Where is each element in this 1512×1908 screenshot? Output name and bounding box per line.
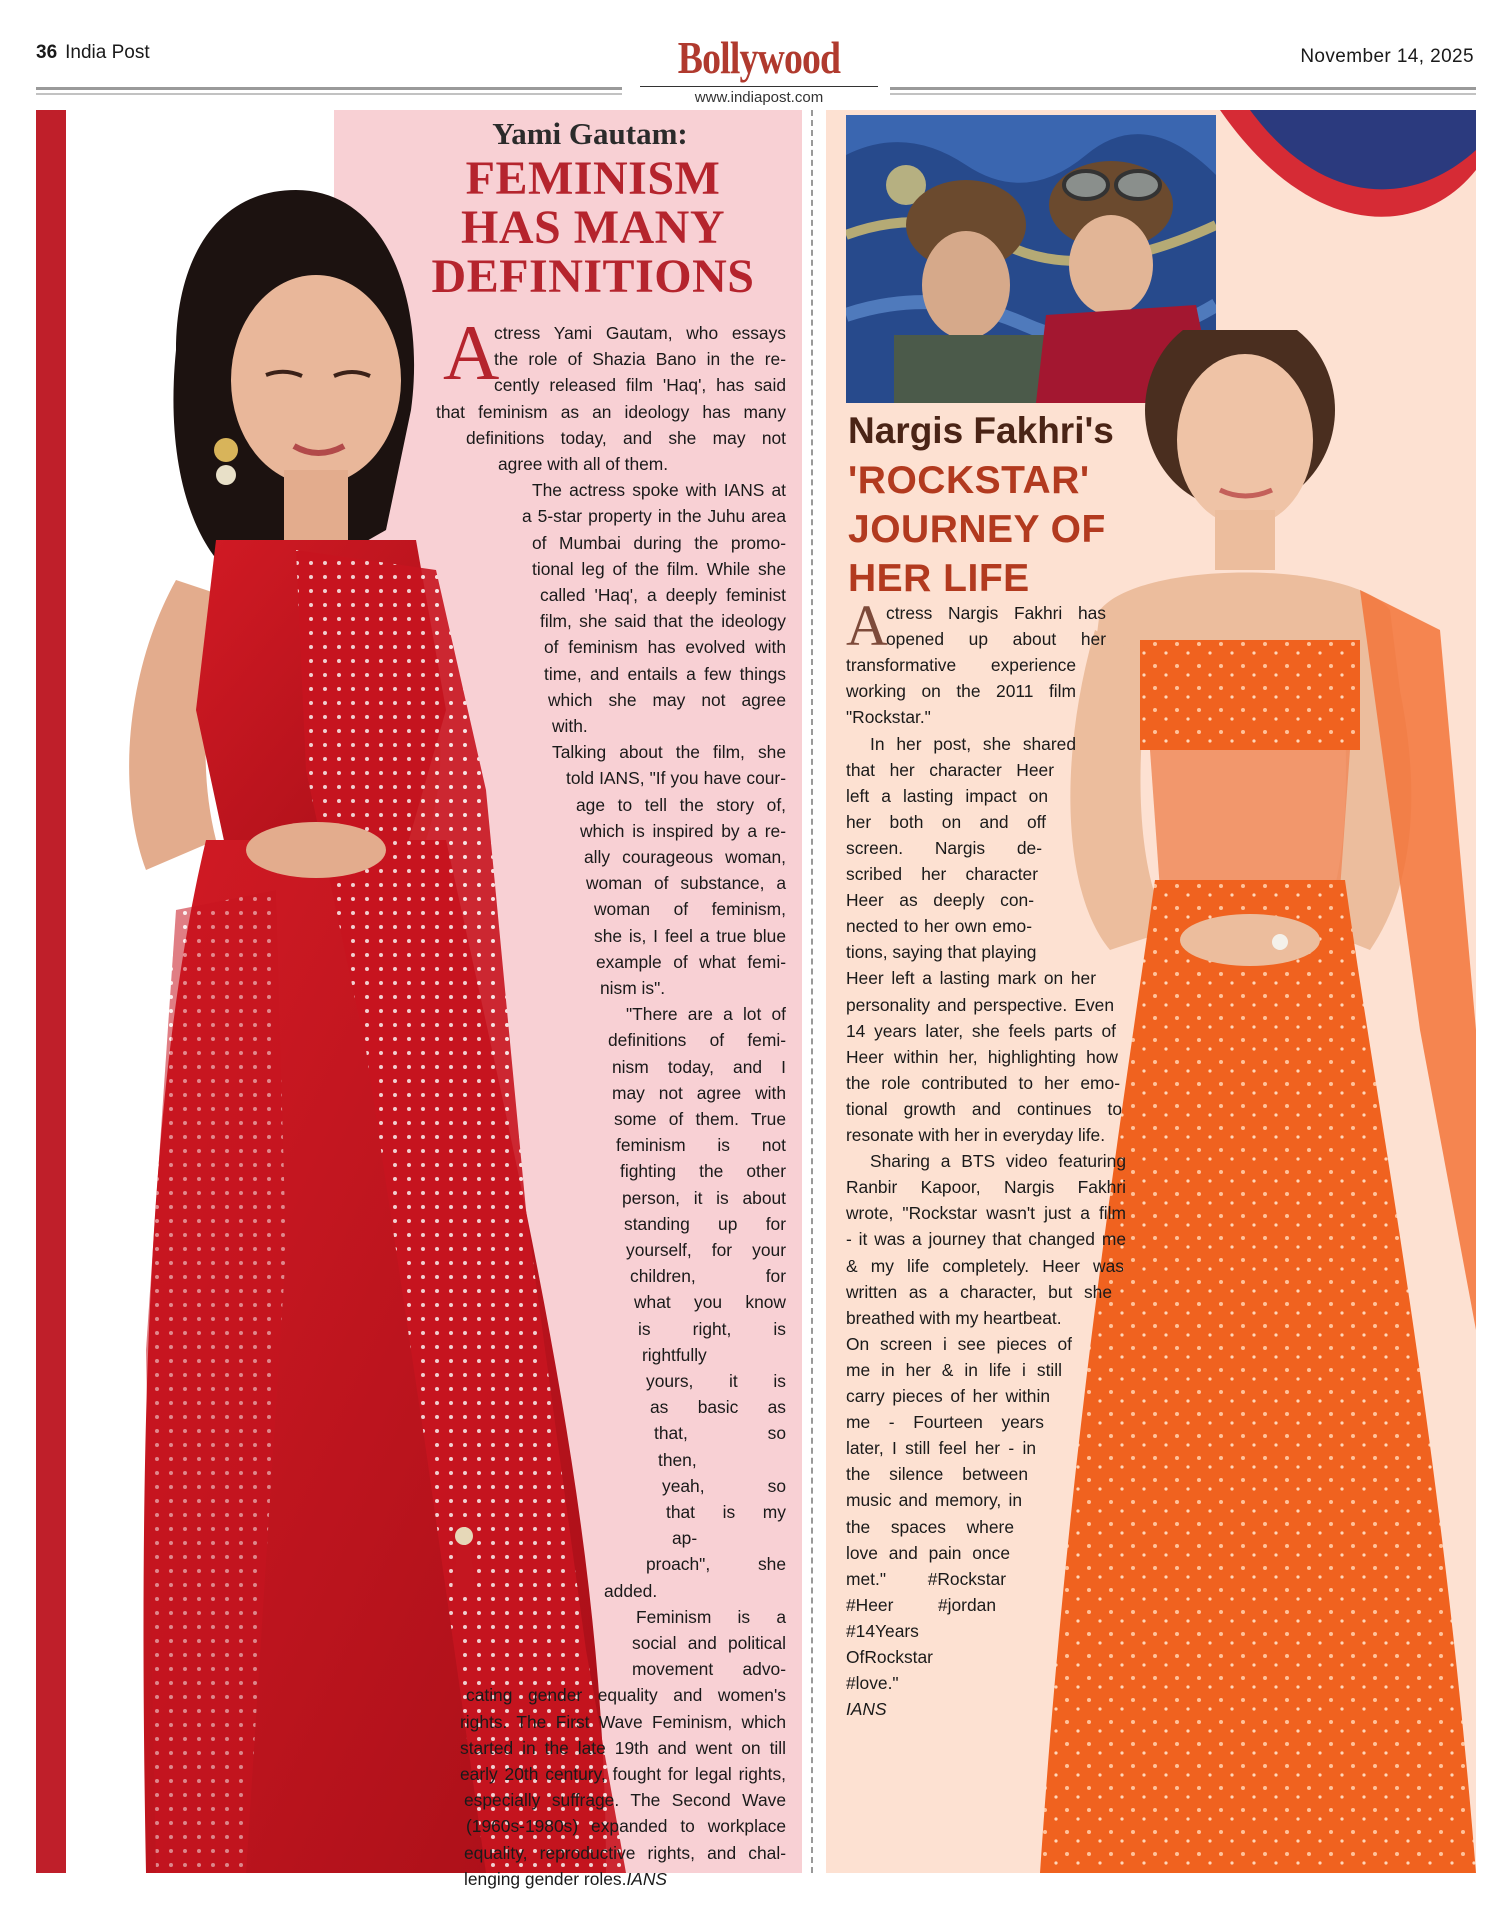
left-body-line: that feminism as an ideology has many [436,401,786,422]
right-body-line: #Heer #jordan [846,1594,996,1615]
right-body-line: breathed with my heartbeat. [846,1307,1062,1328]
right-body-line: her both on and off [846,811,1046,832]
left-body-line: added. [604,1580,658,1601]
right-body-line: later, I still feel her - in [846,1438,1036,1459]
left-body-line: equality, reproductive rights, and chal- [464,1842,786,1863]
left-kicker: Yami Gautam: [492,116,688,151]
right-body-line: carry pieces of her within [846,1386,1050,1406]
left-body-line: children, for [630,1266,786,1287]
right-body-line: the role contributed to her emo- [846,1072,1120,1093]
left-body-line: nism today, and I [612,1056,786,1077]
header-rule-left-thin [36,93,622,95]
right-body-line: me - Fourteen years [846,1412,1044,1433]
left-body-line: standing up for [624,1213,786,1234]
left-body-line: with. [552,716,588,736]
right-body-line: scribed her character [846,864,1038,884]
right-body-line: OfRockstar [846,1647,933,1667]
left-body-line: tional leg of the film. While she [532,558,786,579]
folio [36,42,150,64]
column-divider [811,110,813,1873]
left-credit: IANS [626,1868,668,1889]
right-body-line: personality and perspective. Even [846,994,1114,1015]
left-body-line: ally courageous woman, [584,847,786,867]
left-body-line: that is my [666,1502,786,1522]
page-number: 36 [36,42,58,63]
right-body-line: #14Years [846,1620,919,1641]
section-title: Bollywood [677,32,841,83]
right-body-line: love and pain once [846,1542,1010,1563]
right-body-line: the spaces where [846,1516,1014,1537]
right-body-line: Ranbir Kapoor, Nargis Fakhri [846,1177,1126,1198]
left-body-line: Feminism is a [636,1606,786,1627]
left-body-line: of feminism has evolved with [544,637,786,658]
right-body-line: left a lasting impact on [846,785,1048,806]
left-body-line: lenging gender roles.IANS [464,1868,668,1889]
right-body-line: ctress Nargis Fakhri has [886,603,1106,623]
right-body-line: written as a character, but she [846,1281,1112,1302]
right-body-line: #love." [846,1673,899,1694]
header-rule-right [890,87,1476,90]
left-body-line: the role of Shazia Bano in the re- [494,349,786,370]
left-body-line: is right, is [638,1318,786,1339]
left-body-line: then, [658,1449,697,1470]
left-headline-line: HAS MANY [461,201,725,254]
left-body-line: definitions today, and she may not [466,427,786,448]
left-body-line: called 'Haq', a deeply feminist [540,585,786,605]
left-body-line: example of what femi- [596,951,786,972]
right-body-line: Heer as deeply con- [846,890,1034,911]
right-body-line: working on the 2011 film [846,681,1076,702]
left-headline-line: DEFINITIONS [431,250,755,303]
right-body-line: music and memory, in [846,1490,1022,1511]
masthead [640,32,878,106]
left-body-line: Talking about the film, she [552,742,786,763]
right-body-line: In her post, she shared [870,733,1076,754]
issue-date: November 14, 2025 [1300,46,1474,67]
left-body-line: what you know [634,1292,786,1313]
right-body-line: tional growth and continues to [846,1098,1122,1119]
left-body-line: yours, it is [646,1371,786,1391]
left-body-line: film, she said that the ideology [540,611,786,632]
left-body-line: proach", she [646,1554,786,1575]
left-body-line: especially suffrage. The Second Wave [464,1790,786,1811]
right-body-line: & my life completely. Heer was [846,1255,1124,1276]
right-body-line: transformative experience [846,655,1076,676]
right-body-line: 14 years later, she feels parts of [846,1020,1116,1041]
right-body-line: me in her & in life i still [846,1359,1062,1380]
left-body-line: movement advo- [632,1659,786,1680]
header-rule-left [36,87,622,90]
right-body-line: Sharing a BTS video featuring [870,1151,1126,1172]
left-body-line: The actress spoke with IANS at [532,480,786,501]
right-body-line: IANS [846,1699,887,1720]
left-body-line: as basic as [650,1397,786,1418]
right-headline-line: 'ROCKSTAR' [848,459,1090,502]
left-body-line: rights. The First Wave Feminism, which [460,1711,786,1732]
left-body-line: of Mumbai during the promo- [532,532,786,553]
decorative-corner-shape [1220,110,1476,228]
left-body-line: age to tell the story of, [576,794,786,815]
left-body-line: fighting the other [620,1161,786,1182]
left-accent-bar [36,110,66,1873]
left-headline-line: FEMINISM [465,152,721,205]
right-body-line: Heer left a lasting mark on her [846,968,1096,989]
right-body-line: nected to her own emo- [846,916,1032,937]
left-body-line: agree with all of them. [498,454,669,474]
right-body-line: opened up about her [886,629,1106,650]
right-body-line: the silence between [846,1464,1028,1485]
left-body-line: "There are a lot of [626,1004,786,1025]
right-body-line: - it was a journey that changed me [846,1229,1126,1250]
right-body-line: On screen i see pieces of [846,1333,1072,1354]
right-kicker: Nargis Fakhri's [848,410,1114,451]
left-drop-cap: A [443,309,500,396]
left-body-line: woman of substance, a [586,873,786,894]
left-body-line: early 20th century, fought for legal rights, [460,1764,786,1784]
left-body-line: that, so [654,1423,786,1444]
left-body-line: ap- [672,1528,698,1549]
left-body-line: person, it is about [622,1187,786,1208]
left-body-line: cating gender equality and women's [466,1685,786,1706]
right-body-line: screen. Nargis de- [846,837,1042,858]
left-body-line: (1960s-1980s) expanded to workplace [466,1816,786,1837]
right-body-line: that her character Heer [846,759,1054,780]
left-body-line: yourself, for your [626,1240,786,1260]
left-body-line: may not agree with [612,1082,786,1103]
left-body-line: social and political [632,1633,786,1653]
right-body-line: "Rockstar." [846,707,931,728]
left-body-line: cently released film 'Haq', has said [494,375,786,396]
right-body-line: met." #Rockstar [846,1568,1006,1589]
header-rule-right-thin [890,93,1476,95]
publication-name: India Post [65,42,150,63]
left-body-line: nism is". [600,978,666,998]
left-body-line: rightfully [642,1344,707,1365]
right-body-line: resonate with her in everyday life. [846,1125,1106,1145]
left-body-line: which she may not agree [548,689,786,710]
right-headline-line: JOURNEY OF [848,508,1106,551]
right-body-line: Heer within her, highlighting how [846,1046,1118,1067]
left-body-line: she is, I feel a true blue [594,925,786,946]
left-body-line: which is inspired by a re- [580,820,786,841]
left-body-line: woman of feminism, [594,899,786,920]
left-body-line: told IANS, "If you have cour- [566,768,786,789]
left-body-line: yeah, so [662,1475,786,1496]
website-link[interactable]: www.indiapost.com [640,86,878,106]
left-headline [418,154,768,301]
left-body-line: some of them. True [614,1109,786,1129]
right-body-line: wrote, "Rockstar wasn't just a film [846,1203,1126,1224]
left-body-line: time, and entails a few things [544,663,786,684]
right-drop-cap: A [846,593,888,658]
left-body-line: ctress Yami Gautam, who essays [494,323,786,343]
right-headline-line: HER LIFE [848,557,1030,600]
left-body-line: started in the late 19th and went on till [460,1737,786,1758]
right-body-line: tions, saying that playing [846,942,1037,963]
left-body-line: a 5-star property in the Juhu area [522,506,786,527]
left-body-line: definitions of femi- [608,1030,786,1051]
left-body-line: feminism is not [616,1135,786,1156]
